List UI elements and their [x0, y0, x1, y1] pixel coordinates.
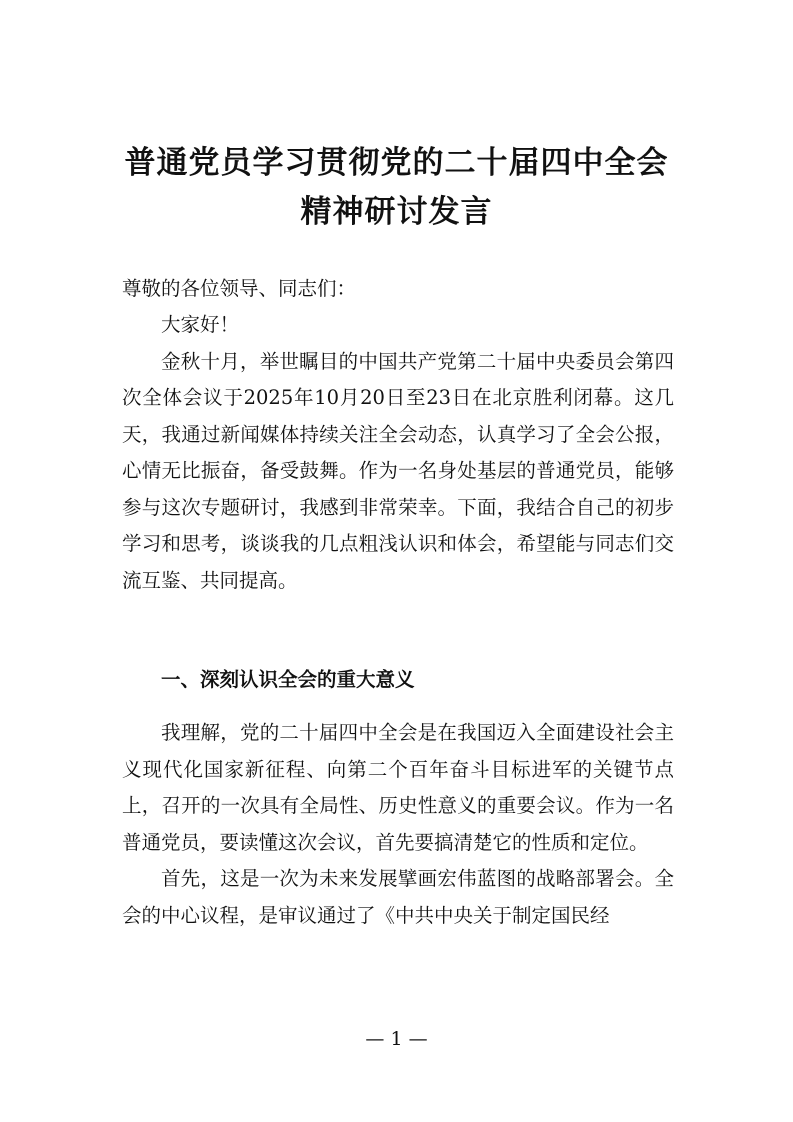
paragraph-1: 金秋十月，举世瞩目的中国共产党第二十届中央委员会第四次全体会议于2025年10月20日至23日在北京胜利闭幕。这几天，我通过新闻媒体持续关注全会动态，认真学习了全会公报，心情无比振奋，备受鼓舞。作为一名身处基层的普通党员，能够参与这次专题研讨，我感到非常荣幸。下面，我结合自己的初步学习和思考，谈谈我的几点粗浅认识和体会，希望能与同志们交流互鉴、共同提高。 — [122, 349, 674, 592]
paragraph-2: 我理解，党的二十届四中全会是在我国迈入全面建设社会主义现代化国家新征程、向第二个百年奋斗目标进军的关键节点上，召开的一次具有全局性、历史性意义的重要会议。作为一名普通党员，要读懂这次会议，首先要搞清楚它的性质和定位。 — [122, 721, 674, 854]
section-1-heading: 一、深刻认识全会的重大意义 — [161, 668, 415, 691]
document-title-line-1: 普通党员学习贯彻党的二十届四中全会 — [124, 145, 669, 181]
paragraph-3: 首先，这是一次为未来发展擘画宏伟蓝图的战略部署会。全会的中心议程，是审议通过了《中共中央关于制定国民经 — [122, 867, 674, 927]
intro-block — [122, 307, 674, 599]
salutation-text: 尊敬的各位领导、同志们： — [122, 277, 357, 300]
section-1-body — [122, 715, 674, 934]
greeting-text: 大家好！ — [161, 313, 240, 336]
salutation — [122, 271, 674, 308]
page-number: — 1 — — [365, 1028, 428, 1050]
document-title-line-2: 精神研讨发言 — [300, 194, 493, 230]
